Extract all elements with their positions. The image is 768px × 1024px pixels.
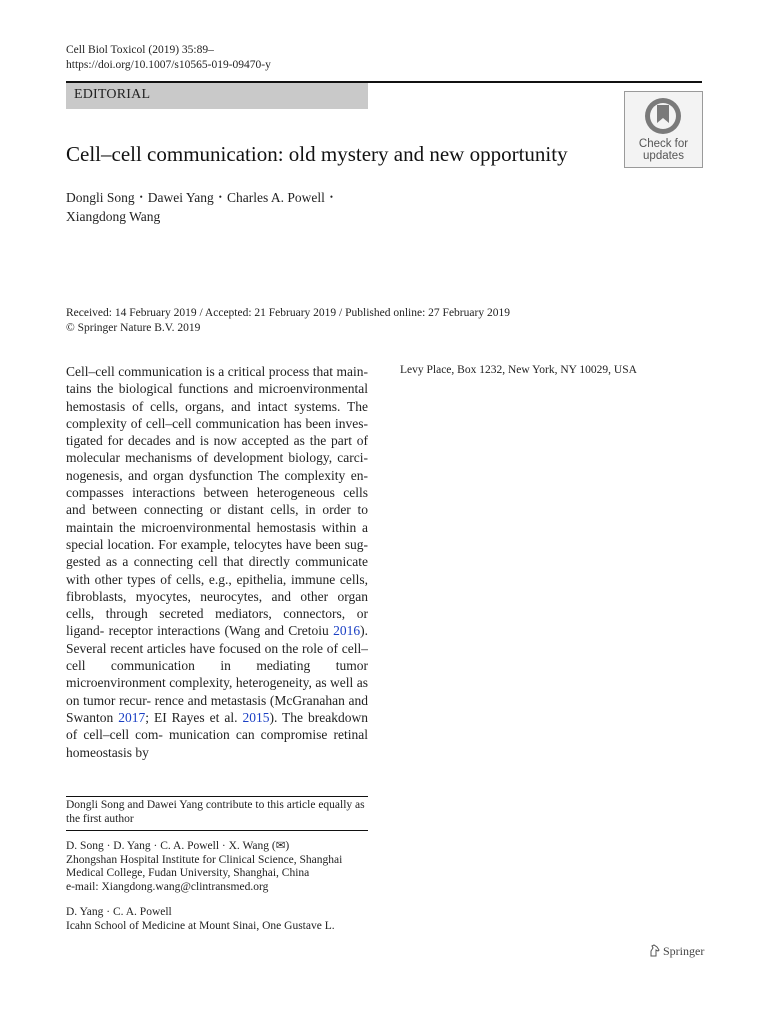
check-for-updates-badge[interactable] [624, 91, 703, 168]
section-label-bar [66, 83, 368, 109]
citation-link[interactable]: 2016 [333, 623, 361, 639]
body-text-segment: Cell–cell communication is a critical process that main- tains the biological functions and microenvironmental hemostasis of cells, organs, and intact systems. The complexity of cell–cell communication has been inves- tigated for decades and is now accepted as the part of molecular mechanisms of development biology, carci- nogenesis, and organ dysfunction The complexity en- compasses interactions between heterogeneous cells and between connecting or distant cells, in order to maintain the microenvironmental hemostasis within a special location. For example, telocytes have been sug- gested as a connecting cell that directly communicate with other types of cells, e.g., epithelia, immune cells, fibroblasts, myocytes, neurocytes, and other organ cells, through secreted mediators, connectors, or ligand- receptor interactions (Wang and Cretoiu [66, 364, 368, 639]
footnote-rule [66, 796, 368, 797]
affiliation-line: Zhongshan Hospital Institute for Clinical Science, Shanghai [66, 853, 343, 866]
body-text-segment: ; EI Rayes et al. [145, 709, 243, 725]
footnote: Dongli Song and Dawei Yang contribute to this article equally as the first author [66, 799, 365, 825]
check-updates-icon [643, 96, 683, 136]
affiliation-block-2 [66, 906, 368, 933]
author-separator: • [139, 192, 143, 202]
right-column-text: Levy Place, Box 1232, New York, NY 10029, USA [400, 364, 637, 376]
copyright-line: © Springer Nature B.V. 2019 [66, 322, 201, 334]
body-paragraph [66, 363, 368, 783]
author-name[interactable]: Xiangdong Wang [66, 209, 161, 224]
author-separator: • [329, 192, 333, 202]
author-name[interactable]: Dawei Yang [147, 190, 214, 205]
affiliation-line: Medical College, Fudan University, Shanghai, China [66, 867, 310, 879]
article-title: Cell–cell communication: old mystery and new opportunity [66, 142, 568, 166]
author-name[interactable]: Dongli Song [66, 190, 135, 205]
body-text-segment: ). The breakdown of cell–cell com- munication can compromise retinal homeostasis by [66, 709, 368, 760]
journal-line: Cell Biol Toxicol (2019) 35:89– [66, 44, 214, 56]
publisher-name: Springer [663, 944, 705, 958]
badge-line1: Check for [638, 138, 689, 150]
footnote-rule-bottom [66, 830, 368, 831]
springer-horse-icon [648, 944, 661, 957]
affiliation-block [66, 840, 368, 894]
body-text-segment: ). Several recent articles have focused on the role of cell–cell communication in mediating tumor microenvironment complexity, heterogeneity, as well as on tumor recur- rence and metastasis (McGranahan and Swanton [66, 623, 368, 725]
email-link[interactable]: e-mail: Xiangdong.wang@clintransmed.org [66, 880, 269, 893]
affiliation-authors: D. Song · D. Yang · C. A. Powell · X. Wang (✉) [66, 840, 290, 852]
badge-line2: updates [643, 150, 684, 162]
journal-citation [66, 43, 271, 73]
author-separator: • [218, 192, 222, 202]
publisher-logo [648, 944, 704, 959]
author-name[interactable]: Charles A. Powell [226, 190, 325, 205]
citation-link[interactable]: 2015 [242, 709, 270, 725]
author-list [66, 189, 366, 226]
affiliation-line: Icahn School of Medicine at Mount Sinai, One Gustave L. [66, 919, 335, 932]
section-label: EDITORIAL [74, 87, 151, 102]
citation-link[interactable]: 2017 [118, 709, 146, 725]
publication-dates [66, 306, 510, 336]
doi-link[interactable]: https://doi.org/10.1007/s10565-019-09470-y [66, 59, 271, 71]
dates-line: Received: 14 February 2019 / Accepted: 21 February 2019 / Published online: 27 February 2019 [66, 307, 510, 319]
affiliation-authors: D. Yang · C. A. Powell [66, 906, 172, 918]
